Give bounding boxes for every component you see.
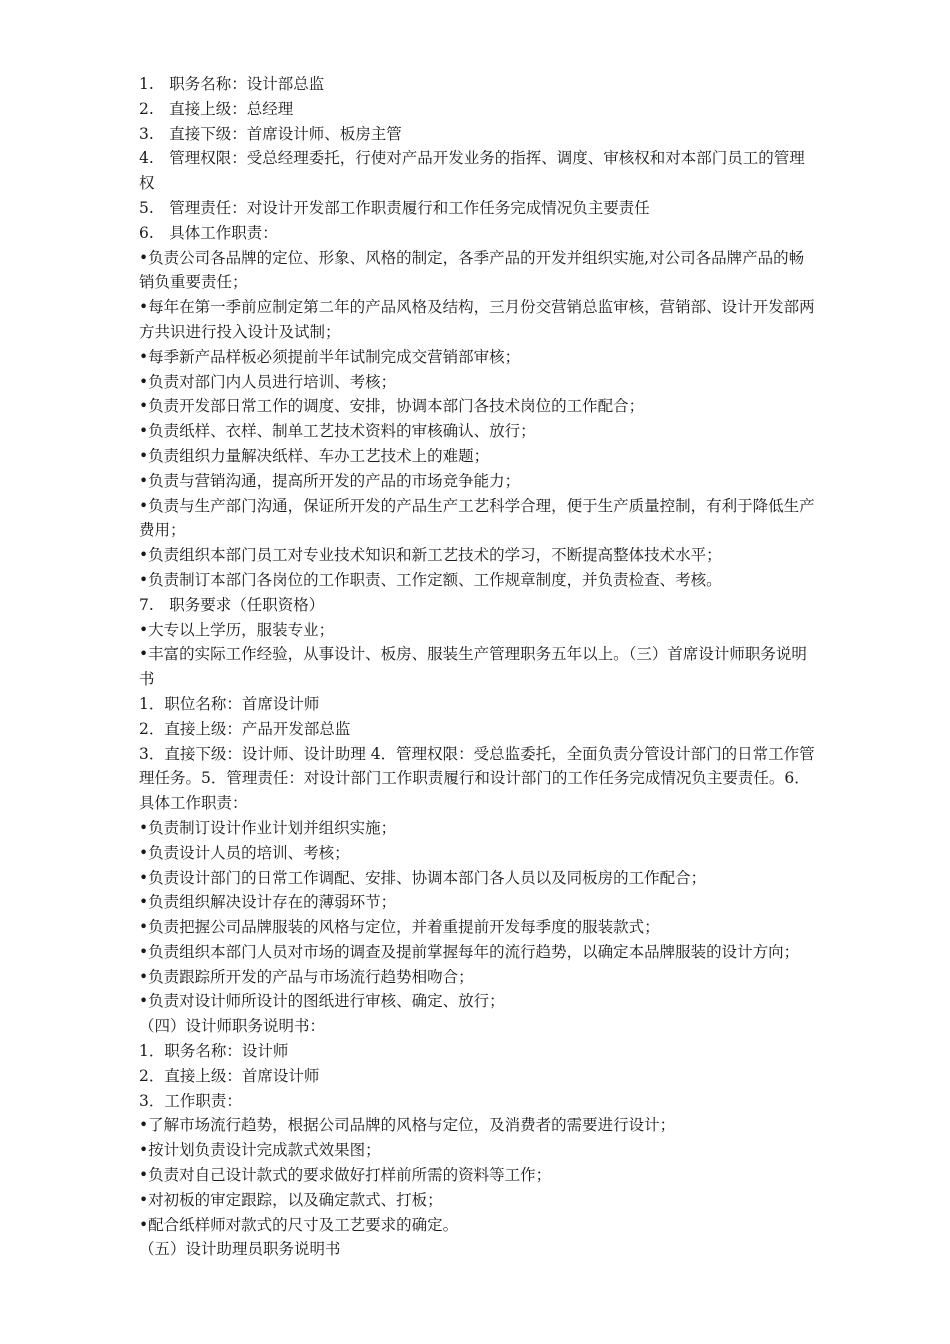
bullet-item: •每季新产品样板必须提前半年试制完成交营销部审核； bbox=[139, 347, 521, 366]
bullet-item: •负责把握公司品牌服装的风格与定位，并着重提前开发每季度的服装款式； bbox=[139, 918, 660, 937]
bullet-item: •按计划负责设计完成款式效果图； bbox=[139, 1141, 381, 1160]
bullet-item: •每年在第一季前应制定第二年的产品风格及结构，三月份交营销总监审核，营销部、设计开发部两方共识进行投入设计及试制； bbox=[139, 298, 815, 341]
bullet-item: •负责对自己设计款式的要求做好打样前所需的资料等工作； bbox=[139, 1166, 552, 1185]
bullet-item: •大专以上学历，服装专业； bbox=[139, 620, 335, 639]
text-line: 3．工作职责： bbox=[139, 1091, 242, 1110]
text-line: 2．直接上级：产品开发部总监 bbox=[139, 719, 351, 738]
text-line: 3．直接下级：设计师、设计助理 4．管理权限：受总监委托，全面负责分管设计部门的日常工作管理任务。5．管理责任：对设计部门工作职责履行和设计部门的工作任务完成情况负主要责任。6．具体工作职责： bbox=[139, 744, 815, 813]
bullet-item: •负责组织本部门人员对市场的调查及提前掌握每年的流行趋势，以确定本品牌服装的设计方向； bbox=[139, 942, 800, 961]
bullet-item: •负责纸样、衣样、制单工艺技术资料的审核确认、放行； bbox=[139, 422, 536, 441]
bullet-item: •负责跟踪所开发的产品与市场流行趋势相吻合； bbox=[139, 967, 474, 986]
bullet-item: •负责组织力量解决纸样、车办工艺技术上的难题； bbox=[139, 446, 490, 465]
text-line: 1．职务名称：设计师 bbox=[139, 1042, 289, 1061]
bullet-item: •负责开发部日常工作的调度、安排，协调本部门各技术岗位的工作配合； bbox=[139, 397, 645, 416]
document-body bbox=[139, 72, 815, 1262]
text-line: 7. 职务要求（任职资格） bbox=[139, 595, 325, 614]
text-line: 2．直接上级：首席设计师 bbox=[139, 1066, 320, 1085]
section-heading: （四）设计师职务说明书： bbox=[139, 1017, 326, 1036]
bullet-item: •负责对部门内人员进行培训、考核； bbox=[139, 372, 397, 391]
text-line: 6. 具体工作职责： bbox=[139, 223, 278, 242]
bullet-item: •配合纸样师对款式的尺寸及工艺要求的确定。 bbox=[139, 1215, 459, 1234]
text-line: 1. 职务名称：设计部总监 bbox=[139, 75, 325, 93]
bullet-item: •对初板的审定跟踪，以及确定款式、打板； bbox=[139, 1190, 443, 1209]
bullet-item: •负责设计部门的日常工作调配、安排、协调本部门各人员以及同板房的工作配合； bbox=[139, 868, 707, 887]
bullet-item: •负责组织解决设计存在的薄弱环节； bbox=[139, 893, 397, 912]
bullet-item: •负责与生产部门沟通，保证所开发的产品生产工艺科学合理，便于生产质量控制，有利于降低生产费用； bbox=[139, 496, 815, 540]
text-line: 3. 直接下级：首席设计师、板房主管 bbox=[139, 124, 402, 143]
text-line: 2. 直接上级：总经理 bbox=[139, 99, 294, 118]
bullet-item: •负责制订设计作业计划并组织实施； bbox=[139, 818, 397, 837]
bullet-item: •了解市场流行趋势，根据公司品牌的风格与定位，及消费者的需要进行设计； bbox=[139, 1116, 676, 1135]
bullet-item: •负责组织本部门员工对专业技术知识和新工艺技术的学习，不断提高整体技术水平； bbox=[139, 546, 722, 565]
bullet-item: •负责对设计师所设计的图纸进行审核、确定、放行； bbox=[139, 992, 505, 1011]
section-heading: （五）设计助理员职务说明书 bbox=[139, 1240, 341, 1259]
bullet-item: •负责设计人员的培训、考核； bbox=[139, 843, 350, 862]
bullet-item: •负责与营销沟通，提高所开发的产品的市场竞争能力； bbox=[139, 471, 521, 490]
text-line: 5. 管理责任：对设计开发部工作职责履行和工作任务完成情况负主要责任 bbox=[139, 198, 650, 217]
text-line: 1．职位名称：首席设计师 bbox=[139, 694, 320, 713]
bullet-item: •负责制订本部门各岗位的工作职责、工作定额、工作规章制度，并负责检查、考核。 bbox=[139, 570, 722, 589]
text-line: 4. 管理权限：受总经理委托，行使对产品开发业务的指挥、调度、审核权和对本部门员工的管理权 bbox=[139, 149, 805, 193]
bullet-item: •丰富的实际工作经验，从事设计、板房、服装生产管理职务五年以上。（三）首席设计师职务说明书 bbox=[139, 645, 807, 689]
bullet-item: •负责公司各品牌的定位、形象、风格的制定，各季产品的开发并组织实施,对公司各品牌产品的畅销负重要责任； bbox=[139, 248, 805, 292]
